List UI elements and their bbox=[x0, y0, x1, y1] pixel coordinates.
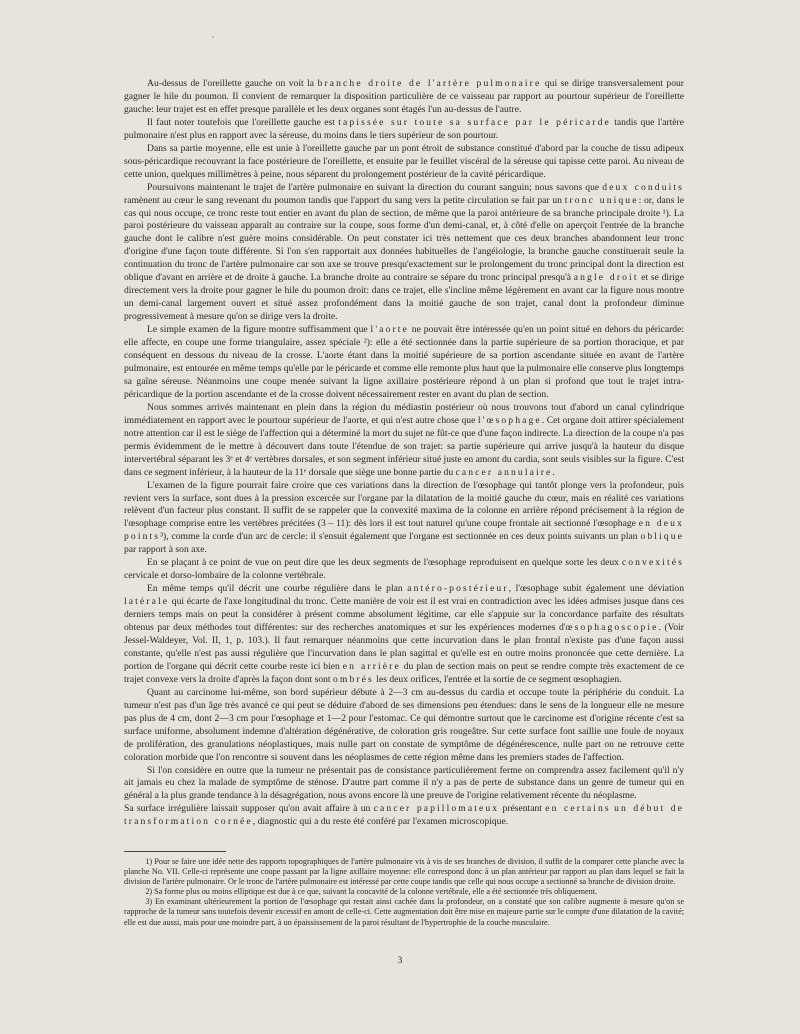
paragraph bbox=[124, 78, 684, 117]
spaced-emphasis: un début de transformation cornée bbox=[124, 803, 684, 828]
spaced-emphasis: en certains bbox=[545, 803, 611, 815]
text-run: . (Voir Jessel-Waldeyer, Vol. II, 1, p. 103.). Il faut remarquer néanmoins que cette incurvation dans le plan frontal n'existe pas d'une façon aussi constante, qu'elle n'est pas aussi régulière que l'incurvation dans le plan sagittal et qu'elle est en outre moins prononcée que cette dernière. La portion de l'organe qui décrit cette courbe reste ici bien bbox=[124, 622, 685, 672]
text-run: . bbox=[552, 466, 555, 478]
footnotes bbox=[124, 857, 684, 928]
paragraph bbox=[124, 117, 684, 143]
text-run: Sa surface irrégulière laissait supposer qu'on avait affaire à un bbox=[124, 803, 374, 815]
text-run: Il faut noter toutefois que l'oreillette gauche est bbox=[147, 116, 339, 128]
spaced-emphasis: deux conduits bbox=[602, 181, 685, 193]
spaced-emphasis: oblique bbox=[640, 531, 684, 543]
paragraph bbox=[124, 803, 684, 829]
text-run: tandis que l'artère pulmonaire n'est plus en rapport avec la séreuse, du moins dans le tiers supérieur de son pourtour. bbox=[124, 116, 684, 141]
paragraph bbox=[124, 687, 684, 765]
paragraph bbox=[124, 480, 684, 558]
text-run: les deux orifices, l'entrée et la sortie de ce segment œsophagien. bbox=[373, 673, 622, 685]
text-run: ramènent au cœur le sang revenant du poumon tandis que l'apport du sang vers la petite circulation se fait par un bbox=[124, 194, 565, 206]
spaced-emphasis: œsophagoscopie bbox=[565, 622, 659, 634]
text-run: présentant bbox=[499, 803, 546, 815]
paragraph bbox=[124, 143, 684, 182]
text-run: , l'œsophage subit également une déviation bbox=[508, 583, 684, 595]
spaced-emphasis: l'aorte bbox=[370, 324, 409, 336]
text-run: et se dirige directement vers la droite pour gagner le hile du poumon droit: dans ce trajet, elle s'incline même légèrement en avant car la figure nous montre un demi-canal largement ouvert et situé assez profondément dans la moitié gauche de son trajet, canal dont la profondeur diminue progressivement à mesure qu'on se dirige vers la droite. bbox=[124, 272, 684, 323]
text-run: Si l'on considère en outre que la tumeur ne présentait pas de consistance particulièrement ferme on comprendra assez facilement qu'il n'y ait jamais eu chez la malade de symptôme de sténose. D'autre part comme il n'y a pas de perte de substance dans un genre de tumeur qui en général a la plus grande tendance à la désagrégation, nous avons encore là une preuve de l'origine relativement récente du néoplasme. bbox=[124, 764, 684, 802]
paragraph bbox=[124, 583, 684, 687]
paragraph bbox=[124, 557, 684, 583]
paragraph bbox=[124, 765, 684, 804]
spaced-emphasis: en deux points bbox=[124, 518, 684, 543]
text-run: L'examen de la figure pourrait faire croire que ces variations dans la direction de l'œsophage qui tantôt plonge vers la profondeur, puis revient vers la surface, sont dues à la pression excercée sur l'organe par la dilatation de la moitié gauche du cœur, mais en réalité ces variations relèvent d'un facteur plus constant. Il suffit de se rappeler que la convexité maxima de la colonne en arrière répond précisement à la région de l'œsophage comprise entre les vertèbres précitées (3 – 11): dès lors il est tout naturel qu'une coupe frontale ait sectionné l'œsophage bbox=[124, 479, 684, 530]
spaced-emphasis: cancer papillomateux bbox=[373, 803, 500, 815]
spaced-emphasis: l'œsophage bbox=[477, 414, 542, 426]
text-run: En même temps qu'il décrit une courbe régulière dans le plan bbox=[147, 583, 408, 595]
spaced-emphasis: tronc unique bbox=[564, 194, 639, 206]
spaced-emphasis: tapissée sur toute sa surface par le péricarde bbox=[338, 116, 611, 128]
text-run: qui se dirige transversalement pour gagner le hile du poumon. Il convient de remarquer la disposition particulière de ce vaisseau par rapport au pourtour supérieur de l'oreillette gauche: leur trajet est en effet presque parallèle et les deux organes sont étagés l'un au-dessus de l'autre. bbox=[124, 78, 684, 115]
text-run: Quant au carcinome lui-même, son bord supérieur débute à 2—3 cm au-dessus du cardia et occupe toute la périphérie du conduit. La tumeur n'est pas d'un âge très avancé ce qui peut se déduire d'abord de ses dimensions peu étendues: dans le sens de la longueur elle ne mesure pas plus de 4 cm, dont 2—3 cm pour l'œsophage et 1—2 pour l'estomac. Ce qui démontre surtout que le carcinome est d'origine récente c'est sa surface uniforme, absolument indemne d'altération dégénérative, de coloration gris rougeâtre. Sur cette surface font saillie une foule de noyaux de prolifération, des granulations néoplastiques, mais nulle part on constate de symptôme de dégénérescence, nulle part on ne retrouve cette coloration morbide que l'on rencontre si souvent dans les néoplasmes de cette région même dans les premiers stades de l'affection. bbox=[124, 686, 684, 763]
spaced-emphasis: cancer annulaire bbox=[455, 466, 553, 478]
text-run: , diagnostic qui a du reste été conféré par l'examen microscopique. bbox=[252, 816, 509, 828]
spaced-emphasis: en arrière bbox=[342, 660, 401, 672]
text-run: du plan de section mais on peut se rendre compte très exactement de ce trajet convexe vers la droite d'après la façon dont sont bbox=[124, 660, 684, 685]
paragraph bbox=[124, 402, 684, 480]
text-run: qui écarte de l'axe longitudinal du tronc. Cette manière de voir est il est vrai en contradiction avec les idées admises jusque dans ces derniers temps mais on peut la considérer à présent comme absolument légitime, car elle s'appuie sur la concordance parfaite des résultats obtenus par deux méthodes tout différentes: sur des recherches anatomiques et sur les expériences modernes d' bbox=[124, 596, 684, 634]
spaced-emphasis: latérale bbox=[124, 596, 170, 608]
spaced-emphasis: angle droit bbox=[573, 272, 639, 284]
text-run: En se plaçant à ce point de vue on peut dire que les deux segments de l'œsophage reproduisent en quelque sorte les deux bbox=[147, 557, 622, 569]
footnote: 1) Pour se faire une idée nette des rapports topographiques de l'artère pulmonaire vis à vis de ses branches de division, il suffit de la comparer cette planche avec la planche No. VII. Celle-ci représente une coupe passant par la ligne axillaire moyenne: elle correspond donc à un plan antérieur par rapport au plan dans lequel se fait la division de l'artère pulmonaire. Or le tronc de l'artère pulmonaire est intéressé par cette coupe tandis que celle qui nous occupe a sectionné sa branche de division droite. bbox=[124, 857, 684, 887]
text-run: . Cet organe doit attirer spécialement notre attention car il est le siège de l'affection qui a déterminé la mort du sujet ne fût-ce que d'une façon indirecte. La direction de la coupe n'a pas permis évidemment de le mettre à découvert dans toute l'étendue de son trajet: sa partie supérieure qui arrive jusqu'à la hauteur du disque intervertébral séparant les 3ᵉ et 4ᵉ vertèbres dorsales, et son segment inférieur situé juste en amont du cardia, sont seuls visibles sur la figure. C'est dans ce segment inférieur, à la hauteur de la 11ᵉ dorsale que siège une bonne partie du bbox=[124, 414, 684, 478]
text-run: Poursuivons maintenant le trajet de l'artère pulmonaire en suivant la direction du courant sanguin; nous savons que bbox=[147, 181, 603, 193]
text-run: Au-dessus de l'oreillette gauche on voit la bbox=[147, 78, 318, 89]
paragraph bbox=[124, 324, 684, 402]
text-run: Le simple examen de la figure montre suffisamment que bbox=[147, 324, 371, 336]
paper-speck bbox=[212, 36, 214, 38]
text-run: ³), comme la corde d'un arc de cercle: il s'ensuit également que l'organe est sectionnée en ces deux points suivants un plan bbox=[160, 531, 641, 543]
spaced-emphasis: convexités bbox=[621, 557, 684, 569]
footnote-rule bbox=[124, 851, 226, 852]
text-run: Nous sommes arrivés maintenant en plein dans la région du médiastin postérieur où nous trouvons tout d'abord un canal cylindrique immédiatement en rapport avec le pourtour supérieur de l'aorte, et qui n'est autre chose que bbox=[124, 401, 684, 426]
spaced-emphasis: branche droite de l'artère pulmonaire bbox=[317, 78, 542, 89]
footnote: 2) Sa forme plus ou moins elliptique est due à ce que, suivant la concavité de la colonne vertébrale, elle a été sectionnée très obliquement. bbox=[145, 887, 598, 897]
spaced-emphasis: ombrés bbox=[332, 673, 374, 685]
text-run: : or, dans le cas qui nous occupe, ce tronc reste tout entier en avant du plan de section, de même que la paroi antérieure de sa branche principale droite ¹). La paroi postérieure du vaisseau apparaît au contraire sur la coupe, sous forme d'un demi-canal, et, à côté d'elle on aperçoit l'entrée de la branche gauche dont le calibre n'est guère moins considérable. On peut constater ici très nettement que ces deux branches abandonnent leur tronc d'origine d'une façon toute différente. Si l'on s'en rapportait aux données habituelles de l'angéiologie, la branche gauche constituerait seule la continuation du tronc de l'artère pulmonaire car son axe se trouve presqu'exactement sur le prolongement du tronc principal dont la direction est oblique d'avant en arrière et de droite à gauche. La branche droite au contraire se sépare du tronc principal presqu'à bbox=[124, 194, 684, 284]
page-number: 3 bbox=[397, 956, 403, 966]
text-run: Dans sa partie moyenne, elle est unie à l'oreillette gauche par un pont étroit de substance constitué d'abord par la couche de tissu adipeux sous-péricardique recouvrant la face postérieure de l'oreillette, et ensuite par le feuillet viscéral de la séreuse qui tapisse cette paroi. Au niveau de cette union, quelques millimètres à peine, nous séparent du prolongement postérieur de la cavité péricardique. bbox=[124, 142, 684, 180]
text-run: ne pouvait être intéressée qu'en un point situé en dehors du péricarde: elle affecte, en coupe une forme triangulaire, assez spéciale ²): elle a été sectionnée dans la partie supérieure de sa portion thoracique, et par conséquent en dessous du niveau de la crosse. L'aorte étant dans la moitié supérieure de sa portion ascendante située en avant de l'artère pulmonaire, est entourée en même temps qu'elle par le péricarde et comme elle remonte plus haut que la pulmonaire elle conserve plus longtemps sa gaîne séreuse. Néanmoins une coupe menée suivant la ligne axillaire postérieure répond à un plan si profond que tout le trajet intra-péricardique de la portion ascendante et de la crosse doivent nécessairement rester en avant du plan de section. bbox=[124, 324, 685, 400]
text-run: par rapport à son axe. bbox=[124, 544, 207, 556]
body-text bbox=[124, 78, 684, 829]
paragraph bbox=[124, 182, 684, 324]
footnote: 3) En examinant ultérieurement la portion de l'œsophage qui restait ainsi cachée dans la profondeur, on a constaté que son calibre augmente à mesure qu'on se rapproche de la tumeur sans toutefois devenir excessif en amont de celle-ci. Cette augmentation doit être mise en majeure partie sur le compte d'une dilatation de la cavité; elle est due aussi, mais pour une moindre part, à un épaississement de la paroi résultant de l'hypertrophie de la couche musculaire. bbox=[124, 897, 684, 927]
text-run: cervicale et dorso-lombaire de la colonne vertébrale. bbox=[124, 570, 326, 582]
spaced-emphasis: antéro-postérieur bbox=[407, 583, 509, 595]
